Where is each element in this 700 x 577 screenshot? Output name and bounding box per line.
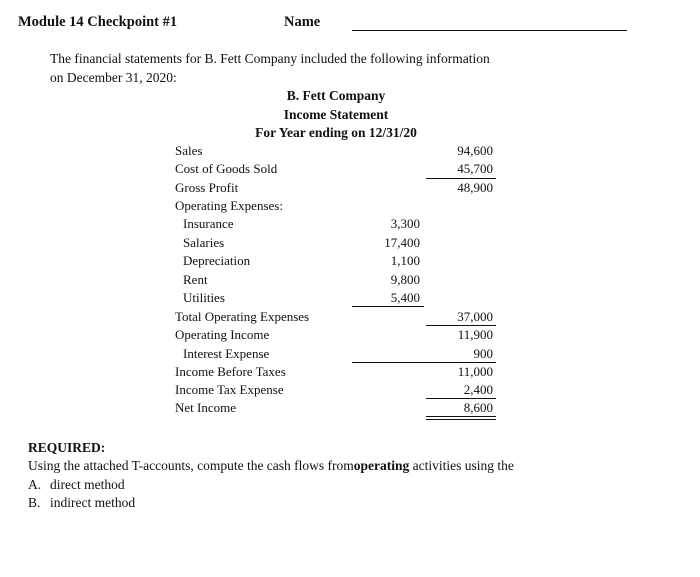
statement-period: For Year ending on 12/31/20 [255, 125, 417, 140]
row-label-operating-income: Operating Income [175, 327, 270, 342]
row-value-net-income: 8,600 [463, 400, 493, 415]
row-label-rent: Rent [183, 272, 208, 287]
intro-line-1: The financial statements for B. Fett Company included the following information [50, 51, 490, 66]
row-label-net-income: Net Income [175, 400, 237, 415]
required-item-a-text: direct method [50, 477, 125, 492]
name-label: Name [284, 14, 321, 30]
row-value-sales: 94,600 [457, 143, 493, 158]
double-underline-net-income-1 [426, 416, 496, 417]
row-value-income-tax-expense: 2,400 [463, 382, 493, 397]
required-heading: REQUIRED: [28, 440, 106, 455]
row-label-income-tax-expense: Income Tax Expense [175, 382, 284, 397]
company-name: B. Fett Company [286, 88, 386, 103]
row-label-sales: Sales [175, 143, 203, 158]
row-label-cogs: Cost of Goods Sold [175, 161, 278, 176]
row-label-income-before-taxes: Income Before Taxes [175, 364, 286, 379]
required-instruction [28, 458, 514, 474]
row-value-total-operating-expenses: 37,000 [457, 309, 493, 324]
row-value-gross-profit: 48,900 [457, 180, 493, 195]
row-label-salaries: Salaries [183, 235, 225, 250]
row-label-utilities: Utilities [183, 290, 225, 305]
row-value-operating-income: 11,900 [457, 327, 493, 342]
required-item-b-marker: B. [28, 495, 41, 510]
name-blank-line [352, 30, 627, 31]
instruction-text-end: activities using the [409, 458, 514, 473]
double-underline-net-income-2 [426, 419, 496, 420]
instruction-text-start: Using the attached T-accounts, compute the cash flows from [28, 458, 354, 473]
underline-cogs [426, 178, 496, 179]
required-item-b-text: indirect method [50, 495, 136, 510]
underline-utilities [352, 306, 424, 307]
underline-total-opex [426, 325, 496, 326]
row-value-utilities: 5,400 [390, 290, 420, 305]
statement-title: Income Statement [283, 107, 389, 122]
underline-income-tax [426, 398, 496, 399]
row-label-operating-expenses: Operating Expenses: [175, 198, 283, 213]
row-label-gross-profit: Gross Profit [175, 180, 239, 195]
required-item-a-marker: A. [28, 477, 42, 492]
row-value-depreciation: 1,100 [390, 253, 420, 268]
row-value-salaries: 17,400 [384, 235, 420, 250]
row-value-rent: 9,800 [390, 272, 420, 287]
row-label-interest-expense: Interest Expense [183, 346, 270, 361]
row-value-income-before-taxes: 11,000 [457, 364, 493, 379]
intro-line-2: on December 31, 2020: [50, 70, 177, 85]
underline-interest-expense [352, 362, 496, 363]
row-label-depreciation: Depreciation [183, 253, 251, 268]
row-value-interest-expense: 900 [473, 346, 493, 361]
row-label-insurance: Insurance [183, 216, 234, 231]
row-value-cogs: 45,700 [457, 161, 493, 176]
module-title: Module 14 Checkpoint #1 [18, 14, 178, 30]
instruction-text-bold: operating [353, 458, 410, 473]
row-value-insurance: 3,300 [390, 216, 420, 231]
row-label-total-operating-expenses: Total Operating Expenses [175, 309, 310, 324]
